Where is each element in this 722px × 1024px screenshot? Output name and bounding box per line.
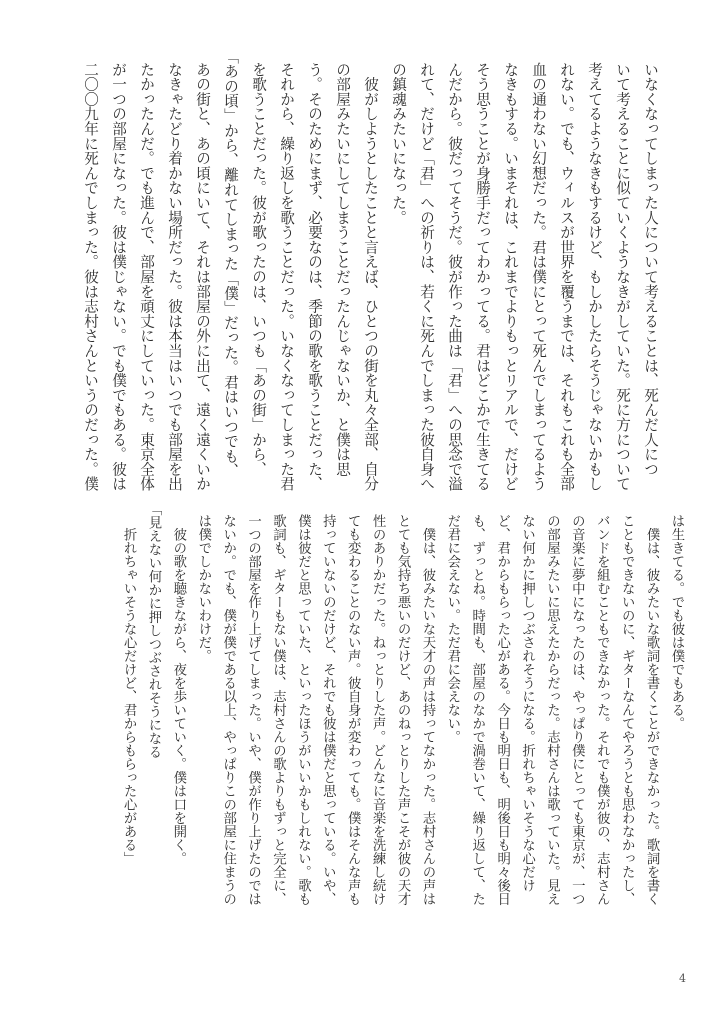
text-column: も、ずっとね。時間も、部屋のなかで渦巻いて、繰り返して、た xyxy=(469,514,485,906)
text-column: 二〇〇九年に死んでしまった。彼は志村さんというのだった。僕 xyxy=(82,62,99,492)
text-column: う。そのためにまず、必要なのは、季節の歌を歌うことだった、 xyxy=(306,62,323,492)
text-column: なきゃたどり着かない場所だった。彼は本当はいつでも部屋を出 xyxy=(166,62,183,492)
text-column: とても気持ち悪いのだけど、あのねっとりした声こそが彼の天才 xyxy=(395,514,411,906)
text-column: なきもする。いまそれは、これまでよりもっとリアルで、だけど xyxy=(502,62,519,492)
text-column: 歌詞も、ギターもない僕は、志村さんの歌よりもずっと完全に、 xyxy=(270,514,286,906)
text-column: 僕は彼だと思っていた、といったほうがいいかもしれない。歌も xyxy=(295,514,311,906)
text-column: の音楽に夢中になったのは、やっぱり僕にとっても東京が、一つ xyxy=(569,514,585,906)
text-column: たかったんだ。でも進んで、部屋を頑丈にしていった。東京全体 xyxy=(138,62,155,492)
text-column: が一つの部屋になった。彼は僕じゃない。でも僕でもある。彼は xyxy=(110,62,127,492)
text-column: の鎮魂みたいになった。 xyxy=(390,62,407,225)
text-column: 持っていないのだけど、それでも彼は僕だと思っている。いや、 xyxy=(320,514,336,906)
text-column: 一つの部屋を作り上げてしまった。いや、僕が作り上げたのでは xyxy=(245,514,261,906)
text-column: れて、だけど「君」への祈りは、若くに死んでしまった彼自身へ xyxy=(418,62,435,492)
text-column: それから、繰り返しを歌うことだった。いなくなってしまった君 xyxy=(278,62,295,492)
text-column: 彼がしようとしたことと言えば、ひとつの街を丸々全部、自分 xyxy=(362,62,379,492)
text-column: いなくなってしまった人について考えることは、死んだ人につ xyxy=(642,62,659,477)
text-column: 考えてるようなきもするけど、もしかしたらそうじゃないかもし xyxy=(586,62,603,492)
text-column: そう思うことが身勝手だってわかってる。君はどこかで生きてる xyxy=(474,62,491,492)
text-block-top xyxy=(76,48,664,502)
text-column: は僕でしかないわけだ。 xyxy=(195,514,211,663)
text-column: だ君に会えない。ただ君に会えない。 xyxy=(444,514,460,744)
text-column: ないか。でも、僕が僕である以上、やっぱりこの部屋に住まうの xyxy=(220,514,236,906)
text-column: あの街と、あの頃にいて、それは部屋の外に出て、遠く遠くいか xyxy=(194,62,211,492)
text-block-bottom xyxy=(115,501,688,914)
text-column: 「あの頃」から、離れてしまった「僕」だった。君はいつでも、 xyxy=(222,48,239,479)
page-number: 4 xyxy=(679,972,686,985)
text-column: の部屋みたいにしてしまうことだったんじゃないか、と僕は思 xyxy=(334,62,351,477)
text-column: こともできないのに、ギターなんてやろうとも思わなかったし、 xyxy=(619,514,635,906)
text-column: んだから。彼だってそうだ。彼が作った曲は「君」への思念で溢 xyxy=(446,62,463,492)
text-column: の部屋みたいに思えたからだった。志村さんは歌っていた。見え xyxy=(544,514,560,906)
text-column: 折れちゃいそうな心だけど、君からもらった心がある」 xyxy=(121,514,137,865)
text-column: 性のありかだった。ねっとりした声。どんなに音楽を洗練し続け xyxy=(370,514,386,906)
text-column: 「見えない何かに押しつぶされそうになる xyxy=(145,501,161,759)
text-column: を歌うことだった。彼が歌ったのは、いつも「あの街」から、 xyxy=(250,62,267,477)
text-column: ても変わることのない声。彼自身が変わっても。僕はそんな声も xyxy=(345,514,361,906)
text-column: バンドを組むこともできなかった。それでも僕が彼の、志村さん xyxy=(594,514,610,906)
text-column: 僕は、彼みたいな天才の声は持ってなかった。志村さんの声は xyxy=(419,514,435,906)
text-column: ど、君からもらった心がある。今日も明日も、明後日も明々後日 xyxy=(494,514,510,906)
text-column: 彼の歌を聴きながら、夜を歩いていく。僕は口を開く。 xyxy=(170,514,186,865)
text-column: 僕は、彼みたいな歌詞を書くことができなかった。歌詞を書く xyxy=(644,514,660,906)
text-column: 血の通わない幻想だった。君は僕にとって死んでしまってるよう xyxy=(530,62,547,492)
text-column: ない何かに押しつぶされそうになる。折れちゃいそうな心だけ xyxy=(519,514,535,892)
text-column: れない。でも、ウィルスが世界を覆うまでは、それもこれも全部 xyxy=(558,62,575,492)
text-column: いて考えることに似ていくようなきがしていた。死に方について xyxy=(614,62,631,492)
text-column: は生きてる。でも彼は僕でもある。 xyxy=(669,514,684,730)
